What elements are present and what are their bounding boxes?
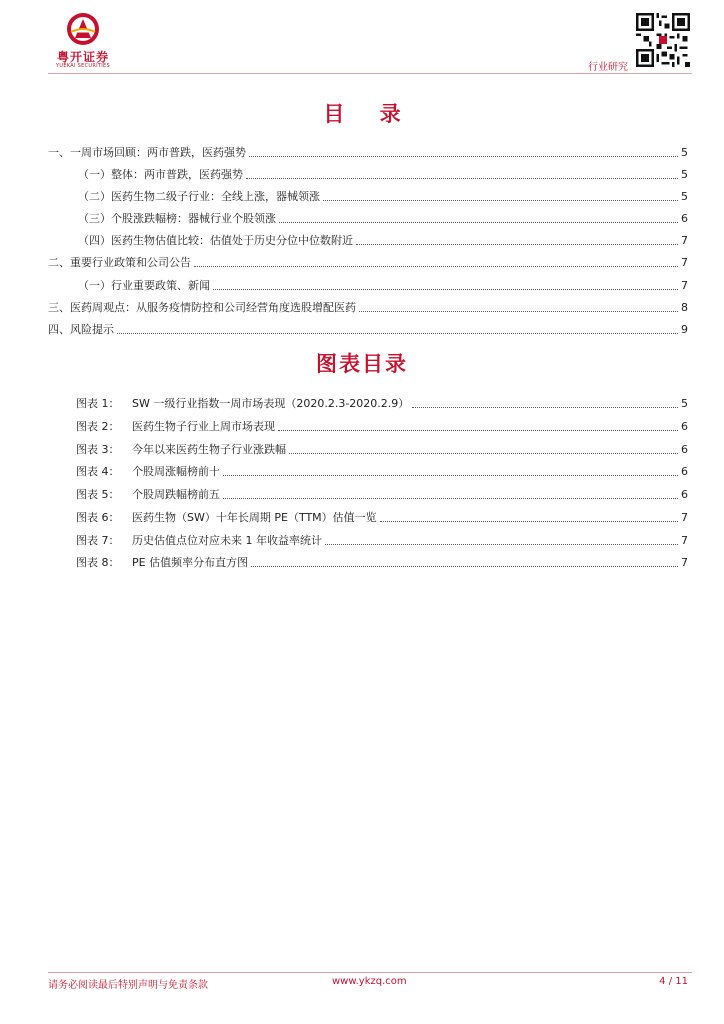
figure-entry-7[interactable] [76,531,688,549]
logo-english-name: YUEKAI SECURITIES [56,63,110,69]
toc-entry-1-3[interactable] [78,209,688,227]
dot-leader [356,244,678,245]
logo-chinese-name: 粤开证券 [56,50,109,64]
figure-entry-2[interactable] [76,417,688,435]
figure-entry-text: 医药生物（SW）十年长周期 PE（TTM）估值一览 [132,511,377,524]
report-category-label: 行业研究 [588,62,628,73]
figure-entry-8[interactable] [76,553,688,571]
toc-entry-page: 7 [681,255,688,269]
toc-entry-text: 三、医药周观点：从服务疫情防控和公司经营角度选股增配医药 [48,301,356,314]
figure-entry-6[interactable] [76,508,688,526]
figure-entry-label: 图表 5： [76,488,120,501]
dot-leader [279,222,678,223]
toc-entry-1-4[interactable] [78,231,688,249]
figure-entry-text: 医药生物子行业上周市场表现 [132,420,275,433]
figure-entry-page: 5 [681,396,688,410]
figure-entry-page: 6 [681,487,688,501]
dot-leader [117,333,678,334]
dot-leader [213,289,678,290]
figure-entry-label: 图表 7： [76,534,120,547]
toc-entry-page: 5 [681,189,688,203]
toc-entry-page: 6 [681,211,688,225]
figure-entry-text: 历史估值点位对应未来 1 年收益率统计 [132,534,322,547]
toc-entry-text: 二、重要行业政策和公司公告 [48,256,191,269]
footer-website-link[interactable]: www.ykzq.com [332,976,407,987]
toc-entry-page: 8 [681,300,688,314]
toc-entry-text: （一）行业重要政策、新闻 [78,279,210,292]
dot-leader [412,407,678,408]
dot-leader [359,311,678,312]
toc-entry-page: 9 [681,322,688,336]
figure-entry-page: 6 [681,464,688,478]
figure-entry-3[interactable] [76,440,688,458]
footer-divider [48,972,692,973]
company-logo [48,12,118,68]
toc-entry-2-1[interactable] [78,276,688,294]
toc-entry-3[interactable] [48,298,688,316]
figure-entry-5[interactable] [76,485,688,503]
figure-entry-text: 个股周跌幅榜前五 [132,488,220,501]
figure-entry-4[interactable] [76,462,688,480]
figure-entry-page: 7 [681,510,688,524]
dot-leader [380,521,678,522]
toc-entry-page: 7 [681,278,688,292]
toc-entry-page: 5 [681,145,688,159]
figure-entry-1[interactable] [76,394,688,412]
dot-leader [289,453,678,454]
figure-entry-label: 图表 4： [76,465,120,478]
figures-list-title: 图表目录 [316,352,408,376]
yuekai-logo-icon [66,12,100,46]
toc-entry-text: （三）个股涨跌幅榜：器械行业个股领涨 [78,212,276,225]
toc-entry-4[interactable] [48,320,688,338]
header-divider [48,73,692,74]
figure-entry-label: 图表 6： [76,511,120,524]
figure-entry-label: 图表 2： [76,420,120,433]
toc-entry-page: 5 [681,167,688,181]
dot-leader [325,544,678,545]
figure-entry-text: SW 一级行业指数一周市场表现（2020.2.3-2020.2.9） [132,397,410,410]
figure-entry-text: 个股周涨幅榜前十 [132,465,220,478]
footer-disclaimer: 请务必阅读最后特别声明与免责条款 [48,980,208,991]
figure-entry-page: 6 [681,419,688,433]
dot-leader [249,156,678,157]
dot-leader [278,430,678,431]
toc-entry-text: 四、风险提示 [48,323,114,336]
figure-entry-text: PE 估值频率分布直方图 [132,556,249,569]
dot-leader [246,178,678,179]
toc-entry-text: （二）医药生物二级子行业：全线上涨，器械领涨 [78,190,320,203]
toc-entry-1-2[interactable] [78,187,688,205]
figure-entry-label: 图表 1： [76,397,120,410]
toc-entry-1-1[interactable] [78,165,688,183]
dot-leader [323,200,678,201]
qr-code-icon [636,12,690,68]
figure-entry-label: 图表 3： [76,443,120,456]
toc-entry-text: （四）医药生物估值比较：估值处于历史分位中位数附近 [78,234,353,247]
dot-leader [223,498,678,499]
toc-entry-text: 一、一周市场回顾：两市普跌，医药强势 [48,146,246,159]
toc-entry-text: （一）整体：两市普跌，医药强势 [78,168,243,181]
figure-entry-page: 6 [681,442,688,456]
figure-entry-text: 今年以来医药生物子行业涨跌幅 [132,443,286,456]
toc-entry-page: 7 [681,233,688,247]
dot-leader [194,266,678,267]
figure-entry-label: 图表 8： [76,556,120,569]
toc-entry-1[interactable] [48,143,688,161]
toc-entry-2[interactable] [48,253,688,271]
dot-leader [223,475,678,476]
dot-leader [251,566,678,567]
figure-entry-page: 7 [681,533,688,547]
toc-title: 目 录 [323,102,415,126]
footer-page-number: 4 / 11 [659,976,688,987]
figure-entry-page: 7 [681,555,688,569]
